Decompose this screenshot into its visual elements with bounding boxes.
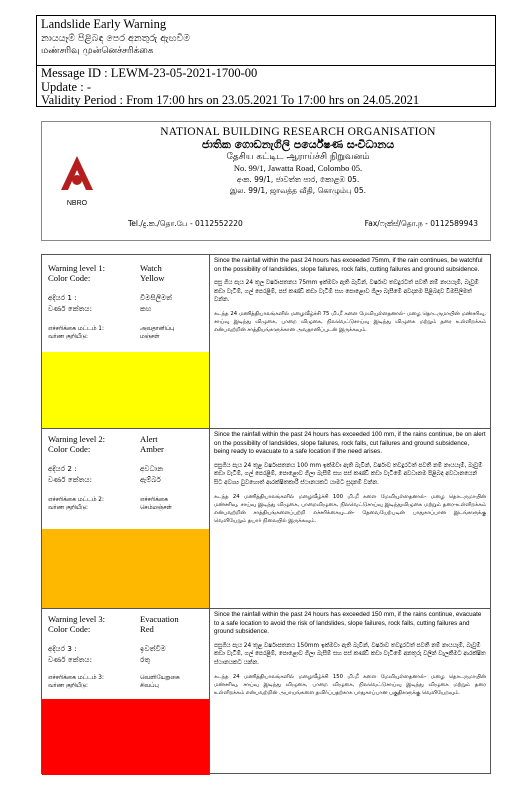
contact-line [128,219,478,229]
description-tamil: கடந்த 24 மணித்தியாலங்களில் மழைவீழ்ச்சி 75 மி.மீ களை மேவியுள்ளதனால்- மழை தொடருமாயின் மண்சரிவு, சாய்வு இடிந்து விழுகை, பாறை விழுகை, நிலவெட்டுசாய்வு இடிந்து விழுகை மற்றும் தரை உள்ளிறக்கம் என்பவற்றின் சாத்தியங்களுக்கான அவதானிப்புடன் இருக்கவும். [214,310,486,333]
level-value: Watch [140,263,162,273]
title-tamil: மண்சரிவு முன்னெச்சரிக்கை [41,46,154,56]
si-level-label: අදියර 3 : [48,644,77,653]
title-sinhala: නායයෑම් පිළිබඳ පෙර අනතුරු ඇඟවීම [41,32,191,44]
level-value: Alert [140,434,158,444]
message-id: Message ID : LEWM-23-05-2021-1700-00 [41,66,258,80]
color-swatch-yellow [42,352,209,428]
ta-level-label: எச்சரிக்கை மட்டம் 2: [48,497,104,503]
level-label: Warning level 1: [48,263,106,273]
color-value: Yellow [140,273,165,283]
address-tamil: இல. 99/1, ஜாவத்த வீதி, கொழும்பு 05. [230,186,366,195]
si-color-label: වර්ණ කේතය: [48,304,93,313]
description-sinhala: පසුගිය පැය 24 තුළ වර්ෂාපතනය 100 mm ඉක්මවා ඇති බැවින්, වර්ෂාව තවදුරටත් පවතී නම් නායයෑම්, බෑවුම් කඩා වැටීම්, ගල් පෙරළීම්, පොළොව ගිලා බැසීම් සහ පස් කණ්ඩි කඩා වැටීමේ අවධානම පිළිබඳ අවධානයෙන් සිට අවශ්‍ය වුවහොත් ආරක්ෂිතකාරී ස්ථානයකට යාමට සූදානම් වන්න. [214,462,483,486]
color-label: Color Code: [48,273,91,283]
nbro-logo-label: NBRO [66,200,88,207]
level-value: Evacuation [140,614,179,624]
si-color-value: ඇම්බර් [140,475,161,484]
si-level-value: විමසිලිමත් [140,293,172,302]
org-name-tamil: தேசிய கட்டிட ஆராய்ச்சி நிறுவனம் [226,152,370,162]
level-label-cell [42,609,210,775]
si-level-label: අදියර 2 : [48,464,77,473]
ta-level-label: எச்சரிக்கை மட்டம் 1: [48,326,104,332]
warning-levels-table [41,254,491,774]
telephone: Tel./දු.ක./தொ.பே - 0112552220 [128,219,243,228]
title-english: Landslide Early Warning [41,17,167,31]
description-tamil: கடந்த 24 மணித்தியாலங்களில் மழைவீழ்ச்சி 100 மி.மீ களை மேவியுள்ளதனால்- மழை தொடருமாயின் மண்சரிவு, சாய்வு இடிந்து விழுகை, பாறைவிழுகை, நிலவெட்டுசாய்வு இடிந்துவிழுகை மற்றும் தரை-உள்ளிறக்கம் என்பவற்றின் சாத்தியங்களைப்பற்றி எச்சரிக்கையுடன்- தேவையேற்படின் பாதுகாப்பான இடங்களுக்கு வெளியேறும் தயார் நிலையில் இருக்கவும். [214,493,486,524]
si-color-value: කහ [140,304,152,313]
description-english: Since the rainfall within the past 24 hours has exceeded 75mm, if the rain continues, be watchful on the possibility of landslides, slope failures, rock falls, cutting failures and ground subsidence. [214,257,483,273]
header-titles [37,16,495,59]
color-swatch-red [42,699,209,775]
warning-header [36,15,496,107]
description-sinhala: පසු ගිය පැය 24 තුල වර්ෂාපතනය 75mm ඉක්මවා ඇති බැවින්, වර්ෂාව තවදුරටත් පවතී නම් නායයෑම්, බෑවුම් කඩා වැටීම්, ගල් පෙරළීම්, පස් කණ්ඩි කඩා වැටීම් සහ පොළොව ගිලා බැසීමේ අවදානම පිළිබඳව විමසිලිමත් වන්න. [214,280,479,304]
level-description-cell [210,429,490,608]
warning-level-row [42,429,490,609]
address-sinhala: අංක. 99/1, ජාවත්ත පාර, කොළඹ 05. [236,175,360,184]
nbro-logo [54,150,100,210]
validity-period: Validity Period : From 17:00 hrs on 23.05.2021 To 17:00 hrs on 24.05.2021 [41,93,420,107]
ta-color-value: சிவப்பு [140,683,159,689]
color-label: Color Code: [48,444,91,454]
organisation-details [112,126,484,196]
ta-color-label: வர்ண குறியீடு: [48,334,88,340]
level-description-cell [210,609,490,775]
si-level-label: අදියර 1 : [48,293,77,302]
level-label: Warning level 3: [48,614,106,624]
org-name-sinhala: ජාතික ගොඩනැගිලි පර්යේෂණ සංවිධානය [201,138,395,151]
level-description-cell [210,255,490,428]
fax: Fax/ෆැක්ස්/தொ.ந - 0112589943 [364,219,478,228]
color-swatch-amber [42,529,209,608]
si-color-value: රතු [140,655,151,664]
ta-level-value: எச்சரிக்கை [140,497,169,503]
description-sinhala: පසුගිය පැය 24 තුළ වර්ෂාපතනය 150mm ඉක්මවා ඇති බැවින්, වර්ෂාව තවදුරටත් පවතී නම් නායයෑම්, බෑවුම් කඩා වැටීම්, ගල් පෙරළීම්, පොළොව ගිලා බැසීම් සහ පස් කණ්ඩි කඩා වැටීමේ අනතුරු වලින් වැලකීමට ආරක්ෂිත ස්ථානයකට යන්න. [214,642,486,666]
level-label: Warning level 2: [48,434,106,444]
ta-color-label: வர்ண குறியீடு: [48,683,88,689]
color-label: Color Code: [48,624,91,634]
warning-level-row [42,609,490,775]
description-tamil: கடந்த 24 மணித்தியாலங்களில் மழைவீழ்ச்சி 150 மி.மீ களை மேவியுள்ளதனால்- மழை தொடருமாயின் மண்சரிவு, சாய்வு இடிந்து விழுகை, பாறை விழுகை, நிலவெட்டுசாய்வு இடிந்து விழுகை மற்றும் தரை உள்ளிறக்கம் என்பவற்றின் அபாயங்களை தவிர்ப்பதற்காக பாதுகாப்பான பகுதிகளுக்கு வெளியேறவும். [214,673,486,696]
level-label-cell [42,429,210,608]
ta-color-value: செம்மஞ்சள் [140,505,172,511]
update-line: Update : - [41,79,91,94]
nbro-emblem-icon [57,150,97,192]
organisation-letterhead [41,121,491,241]
description-english: Since the rainfall within the past 24 hours has exceeded 150 mm, if the rains continue, evacuate to a safe location to avoid the risk of landslides, slope failures, rock falls, cutting failures and ground subsidence. [214,611,482,636]
si-color-label: වර්ණ කේතය: [48,655,93,664]
si-level-value: අවධාන [140,464,164,473]
warning-level-row [42,255,490,429]
description-english: Since the rainfall within the past 24 hours has exceeded 100 mm, if the rains continue, be on alert on the possibility of landslides, slope failures, rock falls, cut failures and ground subsidence, being ready to evacuate to a safe location if the need arises. [214,431,486,456]
si-color-label: වර්ණ කේතය: [48,475,93,484]
message-meta [37,65,495,109]
address-english: No. 99/1, Jawatta Road, Colombo 05. [233,163,363,173]
ta-level-label: எச்சரிக்கை மட்டம் 3: [48,675,104,681]
org-name-english: NATIONAL BUILDING RESEARCH ORGANISATION [160,126,436,138]
ta-color-label: வர்ண குறியீடு: [48,505,88,511]
si-level-value: ඉවත්වීම [140,644,166,653]
ta-level-value: அவதானிப்பு [140,326,175,332]
color-value: Amber [140,444,164,454]
ta-level-value: வெளியேறுகை [140,675,180,681]
level-label-cell [42,255,210,428]
color-value: Red [140,624,154,634]
ta-color-value: மஞ்சள் [140,334,160,340]
